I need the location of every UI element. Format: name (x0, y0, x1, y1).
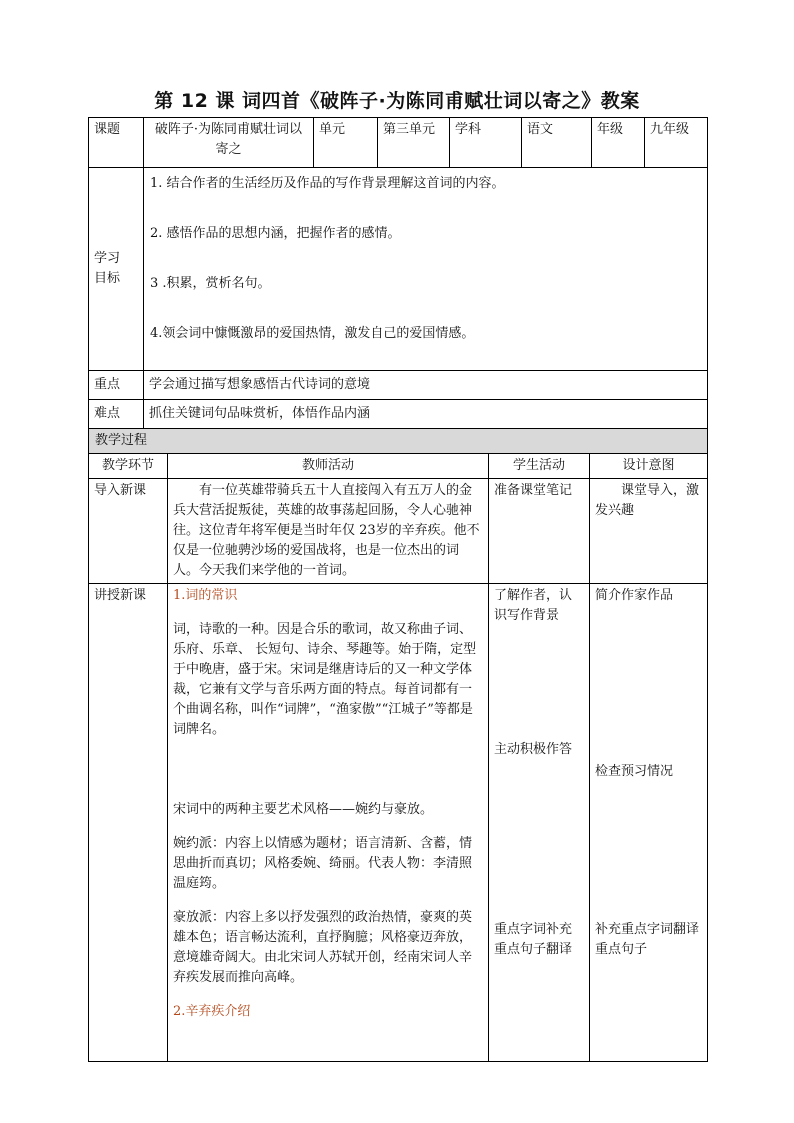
header-student: 学生活动 (489, 454, 590, 479)
lecture-design (590, 584, 708, 1062)
grade-value: 九年级 (645, 118, 708, 168)
info-row (89, 118, 708, 168)
lecture-stage: 讲授新课 (89, 584, 168, 1062)
process-section-row (89, 429, 708, 454)
student-activity: 主动积极作答 (494, 742, 573, 757)
student-activity: 了解作者，认识写作背景 (494, 588, 573, 623)
process-header-row (89, 454, 708, 479)
lecture-para: 宋词中的两种主要艺术风格——婉约与豪放。 (173, 802, 434, 817)
difficulty-row (89, 400, 708, 429)
unit-value: 第三单元 (378, 118, 450, 168)
lecture-row (89, 584, 708, 1062)
process-section-label: 教学过程 (89, 429, 708, 454)
key-label: 重点 (89, 371, 144, 400)
intro-row (89, 479, 708, 584)
topic-label: 课题 (89, 118, 144, 168)
objective-item: 3 .积累，赏析名句。 (150, 276, 271, 291)
difficulty-value: 抓住关键词句品味赏析，体悟作品内涵 (144, 400, 708, 429)
design-intent: 补充重点字词翻译重点句子 (595, 922, 700, 957)
design-intent: 检查预习情况 (595, 764, 674, 779)
intro-student: 准备课堂笔记 (489, 479, 590, 584)
key-value: 学会通过描写想象感悟古代诗词的意境 (144, 371, 708, 400)
lecture-para: 豪放派：内容上多以抒发强烈的政治热情，豪爽的英雄本色；语言畅达流利，直抒胸臆；风格豪迈奔放，意境雄奇阔大。由北宋词人苏轼开创，经南宋词人辛弃疾发展而推向高峰。 (173, 910, 473, 985)
lecture-heading-1: 1.词的常识 (173, 588, 238, 603)
objectives-list (144, 168, 708, 371)
lesson-info-table (88, 117, 708, 429)
lecture-heading-2: 2.辛弃疾介绍 (173, 1004, 251, 1019)
lecture-teacher (168, 584, 489, 1062)
objective-item: 2. 感悟作品的思想内涵，把握作者的感情。 (150, 226, 401, 241)
design-intent: 简介作家作品 (595, 588, 674, 603)
header-teacher: 教师活动 (168, 454, 489, 479)
lecture-student (489, 584, 590, 1062)
topic-value: 破阵子·为陈同甫赋壮词以寄之 (144, 118, 314, 168)
subject-label: 学科 (450, 118, 522, 168)
key-row (89, 371, 708, 400)
lecture-para: 婉约派：内容上以情感为题材；语言清新、含蓄，情思曲折而真切；风格委婉、绮丽。代表人物：李清照温庭筠。 (173, 836, 473, 891)
subject-value: 语文 (522, 118, 592, 168)
page-title: 第 12 课 词四首《破阵子·为陈同甫赋壮词以寄之》教案 (154, 90, 640, 112)
teaching-process-table (88, 428, 708, 1062)
intro-stage: 导入新课 (89, 479, 168, 584)
difficulty-label: 难点 (89, 400, 144, 429)
objectives-label (89, 168, 144, 371)
objectives-label-line2: 目标 (94, 271, 121, 286)
objective-item: 1. 结合作者的生活经历及作品的写作背景理解这首词的内容。 (150, 176, 505, 191)
header-stage: 教学环节 (89, 454, 168, 479)
intro-design: 课堂导入，激发兴趣 (590, 479, 708, 584)
lecture-para: 词，诗歌的一种。因是合乐的歌词，故又称曲子词、乐府、乐章、 长短句、诗余、琴趣等。始于隋，定型于中晚唐，盛于宋。宋词是继唐诗后的又一种文学体裁，它兼有文学与音乐两方面的特点。每首词都有一个曲调名称，叫作“词牌”，“渔家傲”“江城子”等都是词牌名。 (173, 622, 477, 737)
unit-label: 单元 (314, 118, 378, 168)
intro-teacher: 有一位英雄带骑兵五十人直接闯入有五万人的金兵大营活捉叛徒，英雄的故事荡起回肠，令人心驰神往。这位青年将军便是当时年仅 23岁的辛弃疾。他不仅是一位驰骋沙场的爱国战将，也是一位杰出的词人。今天我们来学他的一首词。 (168, 479, 489, 584)
header-design: 设计意图 (590, 454, 708, 479)
objective-item: 4.领会词中慷慨激昂的爱国热情，激发自己的爱国情感。 (150, 326, 475, 341)
objectives-label-line1: 学习 (94, 251, 121, 266)
grade-label: 年级 (592, 118, 645, 168)
student-activity: 重点字词补充重点句子翻译 (494, 922, 573, 957)
objectives-row (89, 168, 708, 371)
